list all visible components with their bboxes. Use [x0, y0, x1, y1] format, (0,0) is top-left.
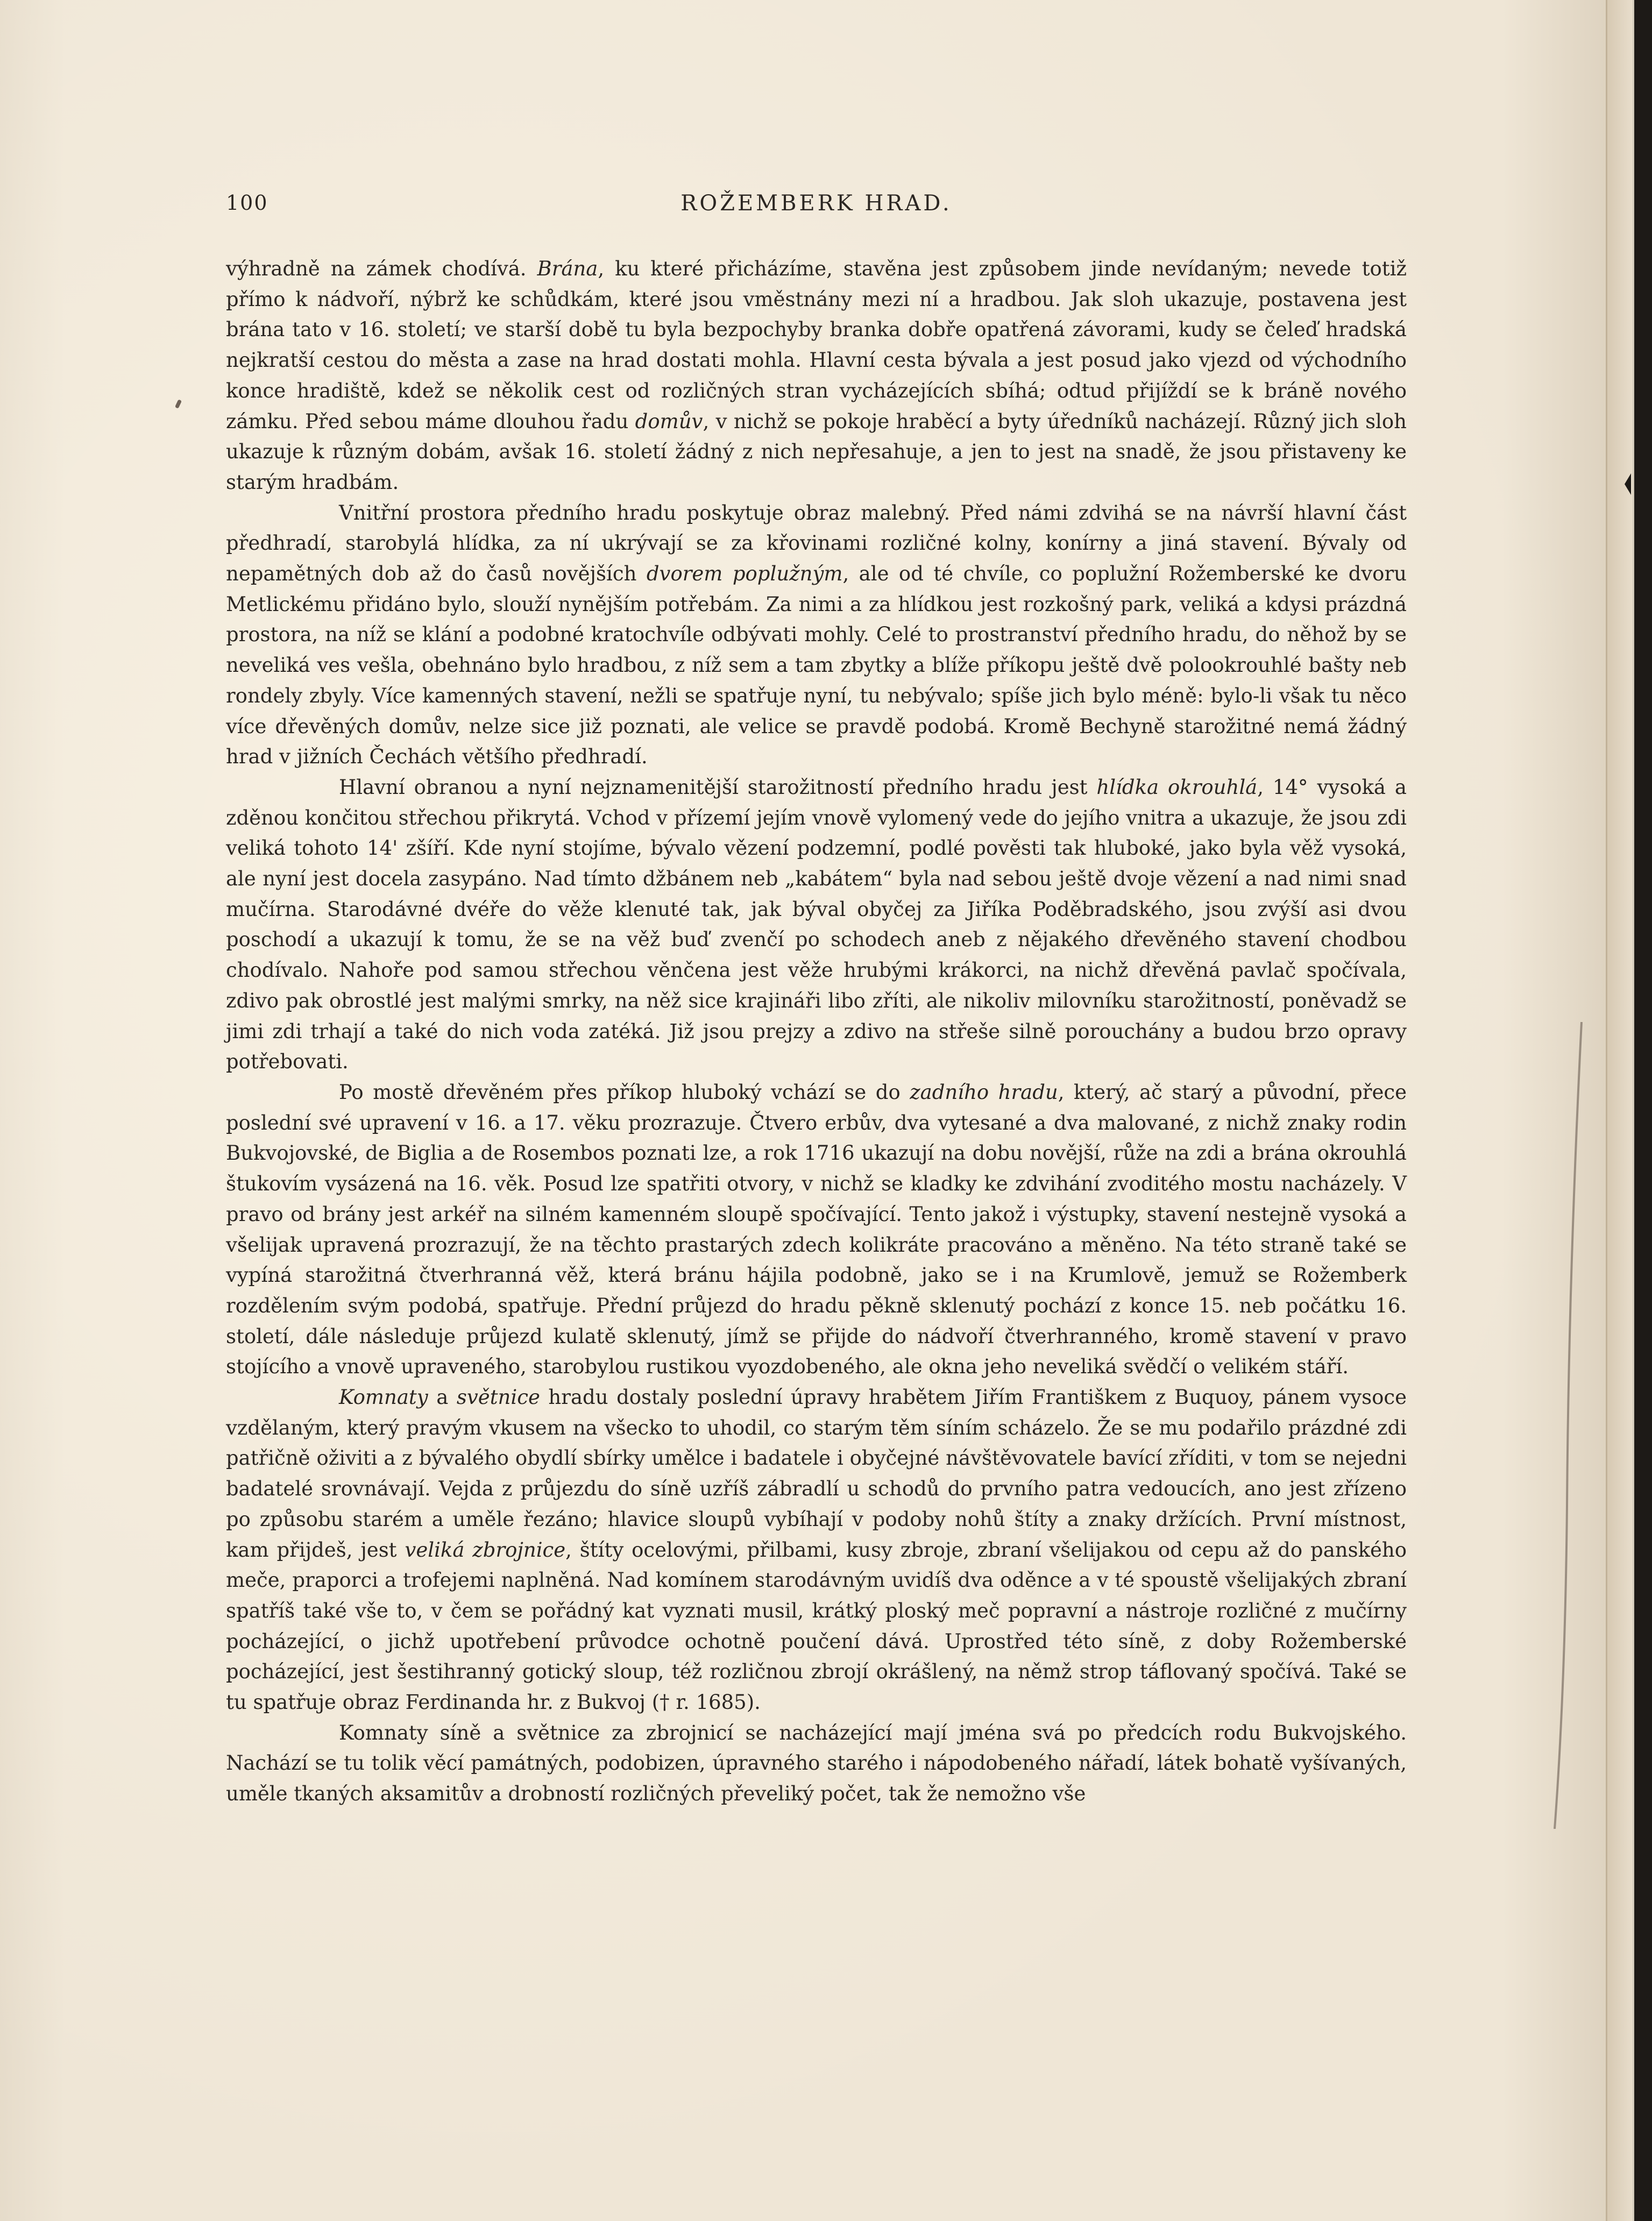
text-run: , štíty ocelovými, přilbami, kusy zbroje, zbraní všelijakou od cepu až do panského meče, praporci a trofejemi naplněná. Nad komínem starodávným uvidíš dva oděnce a v té spoustě všelijakých zbraní spatříš také vše to, v čem se pořádný kat vyznati musil, krátký ploský meč popravní a nástroje rozličné z mučírny pocházející, o jichž upotřebení průvodce ochotně poučení dává. Uprostřed této síně, z doby Rožemberské pocházející, jest šestihranný gotický sloup, též rozličnou zbrojí okrášlený, na němž strop táflovaný spočívá. Také se tu spatřuje obraz Ferdinanda hr. z Bukvoj († r. 1685).	[226, 1538, 1407, 1714]
italic-term: Komnaty	[339, 1386, 428, 1409]
text-run: Vnitřní prostora předního hradu poskytuje obraz malebný. Před námi zdvihá se na návrší hlavní část předhradí, starobylá hlídka, za ní ukrývají se za křovinami rozličné kolny, konírny a jiná stavení. Bývaly od nepamětných dob až do časů novějších	[226, 501, 1407, 586]
paragraph	[226, 254, 1407, 498]
text-run: , ale od té chvíle, co poplužní Rožemberské ke dvoru Metlickému přidáno bylo, slouží nynějším potřebám. Za nimi a za hlídkou jest rozkošný park, veliká a kdysi prázdná prostora, na níž se klání a podobné kratochvíle odbývati mohly. Celé to prostranství předního hradu, do něhož by se neveliká ves vešla, obehnáno bylo hradbou, z níž sem a tam zbytky a blíže příkopu ještě dvě polookrouhlé bašty neb rondely zbyly. Více kamenných stavení, nežli se spatřuje nyní, tu nebývalo; spíše jich bylo méně: bylo-li však tu něco více dřevěných domův, nelze sice již poznati, ale velice se pravdě podobá. Kromě Bechyně starožitné nemá žádný hrad v jižních Čechách většího předhradí.	[226, 562, 1407, 769]
paragraph	[226, 1382, 1407, 1718]
text-run: hradu dostaly poslední úpravy hrabětem Jiřím Františkem z Buquoy, pánem vysoce vzdělaným, který pravým vkusem na všecko to uhodil, co starým těm síním scházelo. Že se mu podařilo prázdné zdi patřičně oživiti a z bývalého obydlí sbírky umělce i badatele i obyčejné návštěvovatele bavící zříditi, v tom se nejedni badatelé srovnávají. Vejda z průjezdu do síně uzříš zábradlí u schodů do prvního patra vedoucích, ano jest zřízeno po způsobu starém a uměle řezáno; hlavice sloupů vybíhají v podoby nohů štíty a znaky držících. První místnost, kam přijdeš, jest	[226, 1386, 1407, 1562]
paragraph	[226, 1077, 1407, 1382]
text-run: Hlavní obranou a nyní nejznamenitější starožitností předního hradu jest	[339, 775, 1097, 799]
text-run: , v nichž se pokoje hraběcí a byty úředníků nacházejí. Různý jich sloh ukazuje k různým dobám, avšak 16. století žádný z nich nepřesahuje, a jen to jest na snadě, že jsou přistaveny ke starým hradbám.	[226, 409, 1407, 494]
page-edge	[1606, 0, 1634, 2221]
paragraph	[226, 772, 1407, 1077]
text-run: Po mostě dřevěném přes příkop hluboký vchází se do	[339, 1080, 910, 1104]
paragraph	[226, 498, 1407, 772]
page-number: 100	[226, 191, 268, 215]
text-run: výhradně na zámek chodívá.	[226, 257, 537, 280]
paragraph	[226, 1718, 1407, 1810]
body-text	[226, 254, 1407, 1810]
text-run: , 14° vysoká a zděnou končitou střechou přikrytá. Vchod v přízemí jejím vnově vylomený vede do jejího vnitra a ukazuje, že jsou zdi veliká tohoto 14' zšíří. Kde nyní stojíme, bývalo vězení podzemní, podlé pověsti tak hluboké, jako byla věž vysoká, ale nyní jest docela zasypáno. Nad tímto džbánem neb „kabátem“ byla nad sebou ještě dvoje vězení a nad nimi snad mučírna. Starodávné dvéře do věže klenuté tak, jak býval obyčej za Jiříka Poděbradského, jsou zvýší asi dvou poschodí a ukazují k tomu, že se na věž buď zvenčí po schodech aneb z nějakého dřevěného stavení chodbou chodívalo. Nahoře pod samou střechou věnčena jest věže hrubými krákorci, na nichž dřevěná pavlač spočívala, zdivo pak obrostlé jest malými smrky, na něž sice krajináři libo zříti, ale nikoliv milovníku starožitností, poněvadž se jimi zdi trhají a také do nich voda zatéká. Již jsou prejzy a zdivo na střeše silně porouchány a budou brzo opravy potřebovati.	[226, 775, 1407, 1074]
italic-term: dvorem poplužným	[646, 562, 843, 586]
italic-term: světnice	[456, 1386, 540, 1409]
text-run: , který, ač starý a původní, přece poslední své upravení v 16. a 17. věku prozrazuje. Čtvero erbův, dva vytesané a dva malované, z nichž znaky rodin Bukvojovské, de Biglia a de Rosembos poznati lze, a rok 1716 ukazují na dobu novější, růže na zdi a brána okrouhlá štukovím vysázená na 16. věk. Posud lze spatřiti otvory, v nichž se kladky ke zdvihání zvoditého mostu nacházely. V pravo od brány jest arkéř na silném kamenném sloupě spočívající. Tento jakož i výstupky, stavení nestejně vysoká a všelijak upravená prozrazují, že na těchto prastarých zdech kolikráte pracováno a měněno. Na této straně také se vypíná starožitná čtverhranná věž, která bránu hájila podobně, jako se i na Krumlově, jemuž se Rožemberk rozdělením svým podobá, spatřuje. Přední průjezd do hradu pěkně sklenutý pochází z konce 15. neb počátku 16. století, dále následuje průjezd kulatě sklenutý, jímž se přijde do nádvoří čtverhranného, kromě stavení v pravo stojícího a vnově upraveného, starobylou rustikou vyozdobeného, ale okna jeho neveliká svědčí o velikém stáří.	[226, 1080, 1407, 1379]
running-title: ROŽEMBERK HRAD.	[680, 191, 952, 216]
italic-term: Brána	[537, 257, 598, 280]
text-run: Komnaty síně a světnice za zbrojnicí se nacházející mají jména svá po předcích rodu Bukvojského. Nachází se tu tolik věcí památných, podobizen, úpravného starého i nápodobeného nářadí, látek bohatě vyšívaných, uměle tkaných aksamitův a drobností rozličných převeliký počet, tak že nemožno vše	[226, 1721, 1407, 1806]
italic-term: veliká zbrojnice	[405, 1538, 566, 1562]
margin-speck	[175, 399, 182, 408]
italic-term: hlídka okrouhlá	[1096, 775, 1258, 799]
italic-term: domův	[635, 409, 703, 433]
text-run: , ku které přicházíme, stavěna jest způsobem jinde nevídaným; nevede totiž přímo k nádvoří, nýbrž ke schůdkám, které jsou vměstnány mezi ní a hradbou. Jak sloh ukazuje, postavena jest brána tato v 16. století; ve starší době tu byla bezpochyby branka dobře opatřená závorami, kudy se čeleď hradská nejkratší cestou do města a zase na hrad dostati mohla. Hlavní cesta bývala a jest posud jako vjezd od východního konce hradiště, kdež se několik cest od rozličných stran vycházejících sbíhá; odtud přijíždí se k bráně nového zámku. Před sebou máme dlouhou řadu	[226, 257, 1407, 433]
pencil-scratch-mark	[1552, 1022, 1584, 1829]
italic-term: zadního hradu	[910, 1080, 1058, 1104]
text-run: a	[428, 1386, 457, 1409]
page-header	[226, 191, 1407, 223]
